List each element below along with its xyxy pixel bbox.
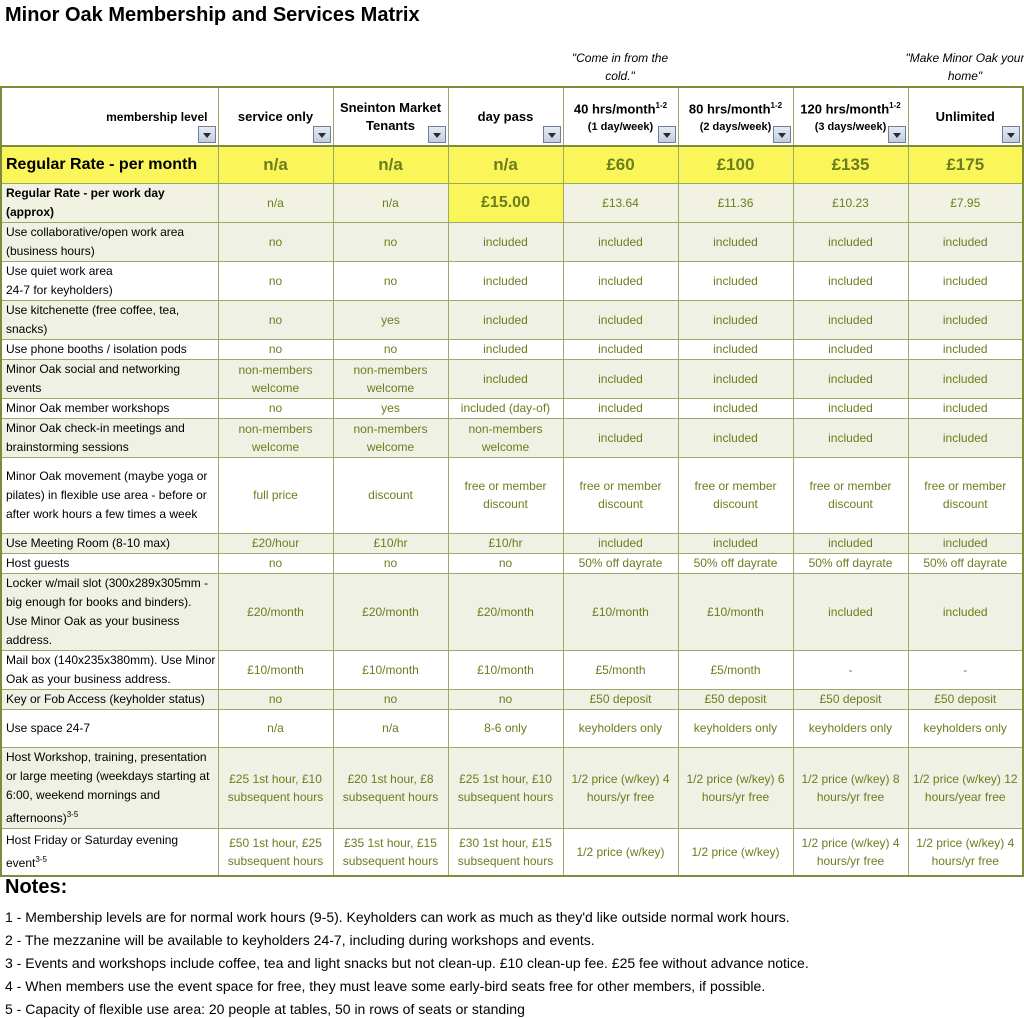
service-cell: no [218, 398, 333, 418]
page-title: Minor Oak Membership and Services Matrix [5, 4, 420, 26]
service-cell: n/a [218, 709, 333, 747]
service-label-text: Minor Oak movement (maybe yoga or pilates) in flexible use area - before or after work hours a few times a week [6, 468, 208, 521]
service-label [1, 222, 218, 261]
service-cell: £10/month [678, 573, 793, 650]
rate-cell: £15.00 [448, 183, 563, 222]
service-cell: included [563, 359, 678, 398]
service-cell: included [678, 418, 793, 457]
column-header-subtitle: (2 days/week) [699, 121, 772, 134]
service-cell: 50% off dayrate [563, 553, 678, 573]
row-label: Regular Rate - per month [1, 146, 218, 183]
service-cell: £25 1st hour, £10 subsequent hours [448, 747, 563, 828]
note-item: 3 - Events and workshops include coffee, tea and light snacks but not clean-up. £10 clean-up fee. £25 fee without advance notice. [5, 955, 809, 971]
service-cell: 1/2 price (w/key) 4 hours/yr free [793, 828, 908, 876]
service-cell: included [908, 418, 1023, 457]
service-cell: full price [218, 457, 333, 533]
column-header-footnote: 1-2 [889, 100, 901, 110]
quote-unlimited: "Make Minor Oak your home" [905, 51, 1024, 83]
service-cell: included [908, 533, 1023, 553]
column-header-name: Unlimited [935, 108, 995, 124]
service-cell: included [908, 300, 1023, 339]
rate-cell: £11.36 [678, 183, 793, 222]
service-cell: yes [333, 398, 448, 418]
filter-dropdown-button[interactable] [428, 126, 446, 143]
column-header-6 [908, 87, 1023, 146]
service-cell: 1/2 price (w/key) [563, 828, 678, 876]
service-label [1, 398, 218, 418]
service-cell: - [793, 650, 908, 689]
service-cell: included [793, 359, 908, 398]
quote-40hrs: "Come in from the cold." [571, 51, 669, 83]
service-label-text: Key or Fob Access (keyholder status) [6, 691, 205, 706]
service-label [1, 359, 218, 398]
service-cell: discount [333, 457, 448, 533]
service-label-text: Host Friday or Saturday evening event [6, 832, 179, 870]
service-label-text: Use collaborative/open work area (business hours) [6, 224, 185, 258]
service-cell: included [563, 300, 678, 339]
service-cell: included [678, 222, 793, 261]
service-row [1, 339, 1023, 359]
filter-dropdown-button[interactable] [1002, 126, 1020, 143]
service-cell: included [908, 339, 1023, 359]
service-cell: £25 1st hour, £10 subsequent hours [218, 747, 333, 828]
service-cell: included [678, 359, 793, 398]
service-label [1, 573, 218, 650]
service-cell: included [563, 339, 678, 359]
service-cell: included [793, 418, 908, 457]
service-cell: included (day-of) [448, 398, 563, 418]
service-label [1, 418, 218, 457]
service-cell: included [563, 398, 678, 418]
service-cell: included [793, 398, 908, 418]
footnote-ref: 3-5 [66, 809, 79, 819]
service-row [1, 359, 1023, 398]
service-cell: included [793, 533, 908, 553]
service-cell: included [793, 339, 908, 359]
service-cell: included [678, 398, 793, 418]
service-row [1, 650, 1023, 689]
service-label-text: Use quiet work area [6, 263, 113, 278]
per-day-rate-row [1, 183, 1023, 222]
rate-cell: £7.95 [908, 183, 1023, 222]
service-row [1, 689, 1023, 709]
column-header-name: service only [237, 108, 314, 124]
service-cell: no [448, 553, 563, 573]
service-label [1, 828, 218, 876]
service-cell: no [218, 300, 333, 339]
service-row [1, 553, 1023, 573]
column-header-subtitle: (3 days/week) [814, 121, 887, 134]
service-cell: 8-6 only [448, 709, 563, 747]
service-label [1, 689, 218, 709]
service-cell: no [218, 222, 333, 261]
service-cell: 1/2 price (w/key) 4 hours/yr free [563, 747, 678, 828]
filter-dropdown-button[interactable] [313, 126, 331, 143]
rate-cell: n/a [218, 183, 333, 222]
service-label-text: Use phone booths / isolation pods [6, 341, 187, 356]
service-cell: no [218, 261, 333, 300]
service-label [1, 747, 218, 828]
filter-dropdown-button[interactable] [773, 126, 791, 143]
service-cell: £50 deposit [563, 689, 678, 709]
service-cell: included [908, 359, 1023, 398]
service-cell: £10/month [448, 650, 563, 689]
service-cell: £10/month [218, 650, 333, 689]
service-cell: included [678, 339, 793, 359]
service-cell: no [218, 553, 333, 573]
service-cell: £20/hour [218, 533, 333, 553]
service-row [1, 573, 1023, 650]
service-cell: no [333, 689, 448, 709]
service-cell: included [793, 300, 908, 339]
service-row [1, 222, 1023, 261]
service-label-text: Minor Oak member workshops [6, 400, 170, 415]
rate-cell: £175 [908, 146, 1023, 183]
rate-cell: n/a [218, 146, 333, 183]
rate-cell: £135 [793, 146, 908, 183]
service-cell: included [448, 222, 563, 261]
row-label: Regular Rate - per work day (approx) [1, 183, 218, 222]
filter-dropdown-button[interactable] [888, 126, 906, 143]
service-cell: included [908, 261, 1023, 300]
service-cell: 50% off dayrate [678, 553, 793, 573]
rate-cell: £10.23 [793, 183, 908, 222]
service-cell: £50 deposit [678, 689, 793, 709]
service-cell: free or member discount [563, 457, 678, 533]
column-header-footnote: 1-2 [770, 100, 783, 110]
service-cell: keyholders only [793, 709, 908, 747]
filter-dropdown-button[interactable] [543, 126, 561, 143]
service-cell: £30 1st hour, £15 subsequent hours [448, 828, 563, 876]
service-cell: no [333, 222, 448, 261]
column-header-name: Sneinton Market Tenants [339, 99, 442, 133]
rate-cell: n/a [333, 183, 448, 222]
service-label [1, 709, 218, 747]
column-header-name: 40 hrs/month [573, 101, 656, 117]
service-label-text: Host Workshop, training, presentation or large meeting (weekdays starting at 6:00, weekend mornings and afternoons) [6, 749, 210, 825]
column-header-subtitle: (1 day/week) [587, 121, 654, 134]
rate-cell: £100 [678, 146, 793, 183]
service-cell: 1/2 price (w/key) [678, 828, 793, 876]
notes-heading: Notes: [5, 876, 68, 898]
service-cell: £50 deposit [908, 689, 1023, 709]
service-label-text: Use space 24-7 [6, 720, 91, 735]
column-header-footnote: 1-2 [655, 100, 668, 110]
service-cell: included [563, 222, 678, 261]
service-label-text: Mail box (140x235x380mm). Use Minor Oak as your business address. [6, 652, 216, 686]
service-cell: no [333, 553, 448, 573]
service-cell: non-members welcome [333, 359, 448, 398]
service-cell: yes [333, 300, 448, 339]
service-cell: £50 1st hour, £25 subsequent hours [218, 828, 333, 876]
service-label [1, 457, 218, 533]
service-cell: £10/hr [448, 533, 563, 553]
column-header-4 [678, 87, 793, 146]
service-cell: included [908, 573, 1023, 650]
service-cell: included [563, 261, 678, 300]
service-cell: n/a [333, 709, 448, 747]
membership-level-header [1, 87, 218, 146]
service-cell: £20/month [448, 573, 563, 650]
service-label-text: Use kitchenette (free coffee, tea, snacks) [6, 302, 180, 336]
service-cell: 1/2 price (w/key) 8 hours/yr free [793, 747, 908, 828]
service-row [1, 747, 1023, 828]
service-row [1, 457, 1023, 533]
service-cell: included [793, 222, 908, 261]
service-cell: included [448, 359, 563, 398]
footnote-ref: 3-5 [35, 854, 47, 864]
note-item: 2 - The mezzanine will be available to keyholders 24-7, including during workshops and events. [5, 932, 595, 948]
service-cell: £20 1st hour, £8 subsequent hours [333, 747, 448, 828]
service-cell: no [333, 261, 448, 300]
service-cell: 1/2 price (w/key) 4 hours/yr free [908, 828, 1023, 876]
service-cell: 50% off dayrate [908, 553, 1023, 573]
service-cell: no [218, 339, 333, 359]
note-item: 1 - Membership levels are for normal work hours (9-5). Keyholders can work as much as they'd like outside normal work hours. [5, 909, 790, 925]
note-item: 4 - When members use the event space for free, they must leave some early-bird seats free for other members, if possible. [5, 978, 766, 994]
column-header-name: 80 hrs/month [688, 101, 771, 117]
service-label-text: Minor Oak check-in meetings and brainstorming sessions [6, 420, 185, 454]
service-cell: included [563, 533, 678, 553]
service-label [1, 339, 218, 359]
column-header-3 [563, 87, 678, 146]
filter-dropdown-button[interactable] [198, 126, 216, 143]
service-cell: keyholders only [678, 709, 793, 747]
service-cell: non-members welcome [448, 418, 563, 457]
service-cell: non-members welcome [333, 418, 448, 457]
service-cell: 1/2 price (w/key) 12 hours/year free [908, 747, 1023, 828]
rate-cell: n/a [333, 146, 448, 183]
rate-cell: £13.64 [563, 183, 678, 222]
rate-cell: n/a [448, 146, 563, 183]
service-cell: free or member discount [793, 457, 908, 533]
service-cell: non-members welcome [218, 359, 333, 398]
service-cell: included [793, 261, 908, 300]
service-cell: £5/month [563, 650, 678, 689]
services-matrix [0, 86, 1024, 877]
column-header-0 [218, 87, 333, 146]
service-cell: included [448, 339, 563, 359]
service-row [1, 398, 1023, 418]
column-header-2 [448, 87, 563, 146]
column-header-5 [793, 87, 908, 146]
service-label-text: 24-7 for keyholders) [6, 282, 113, 297]
service-cell: - [908, 650, 1023, 689]
service-cell: £10/hr [333, 533, 448, 553]
service-cell: included [448, 261, 563, 300]
service-cell: included [678, 300, 793, 339]
service-cell: non-members welcome [218, 418, 333, 457]
service-cell: included [678, 261, 793, 300]
column-header-name: 120 hrs/month [800, 101, 890, 117]
service-label-text: Locker w/mail slot (300x289x305mm - big enough for books and binders). Use Minor Oak as your business address. [6, 575, 209, 647]
service-label [1, 650, 218, 689]
service-cell: free or member discount [448, 457, 563, 533]
note-item: 5 - Capacity of flexible use area: 20 people at tables, 50 in rows of seats or standing [5, 1001, 525, 1017]
service-cell: no [218, 689, 333, 709]
membership-level-label: membership level [106, 109, 208, 124]
service-cell: £50 deposit [793, 689, 908, 709]
service-label [1, 533, 218, 553]
service-cell: £10/month [563, 573, 678, 650]
service-label-text: Use Meeting Room (8-10 max) [6, 535, 171, 550]
column-header-1 [333, 87, 448, 146]
service-label [1, 300, 218, 339]
header-row [1, 87, 1023, 146]
service-cell: 1/2 price (w/key) 6 hours/yr free [678, 747, 793, 828]
service-cell: free or member discount [678, 457, 793, 533]
filter-dropdown-button[interactable] [658, 126, 676, 143]
column-header-name: day pass [477, 108, 534, 124]
service-row [1, 300, 1023, 339]
service-label [1, 553, 218, 573]
service-cell: included [448, 300, 563, 339]
service-cell: no [333, 339, 448, 359]
service-row [1, 709, 1023, 747]
service-cell: £35 1st hour, £15 subsequent hours [333, 828, 448, 876]
service-cell: included [678, 533, 793, 553]
service-row [1, 418, 1023, 457]
service-cell: £20/month [218, 573, 333, 650]
service-label-text: Host guests [6, 555, 70, 570]
service-cell: included [793, 573, 908, 650]
service-cell: free or member discount [908, 457, 1023, 533]
service-label-text: Minor Oak social and networking events [6, 361, 181, 395]
service-row [1, 828, 1023, 876]
service-label [1, 261, 218, 300]
service-cell: £20/month [333, 573, 448, 650]
service-cell: keyholders only [563, 709, 678, 747]
service-cell: £5/month [678, 650, 793, 689]
service-cell: included [563, 418, 678, 457]
service-cell: included [908, 398, 1023, 418]
service-cell: included [908, 222, 1023, 261]
service-cell: £10/month [333, 650, 448, 689]
service-cell: keyholders only [908, 709, 1023, 747]
regular-rate-row [1, 146, 1023, 183]
service-cell: no [448, 689, 563, 709]
service-row [1, 533, 1023, 553]
service-row [1, 261, 1023, 300]
rate-cell: £60 [563, 146, 678, 183]
service-cell: 50% off dayrate [793, 553, 908, 573]
